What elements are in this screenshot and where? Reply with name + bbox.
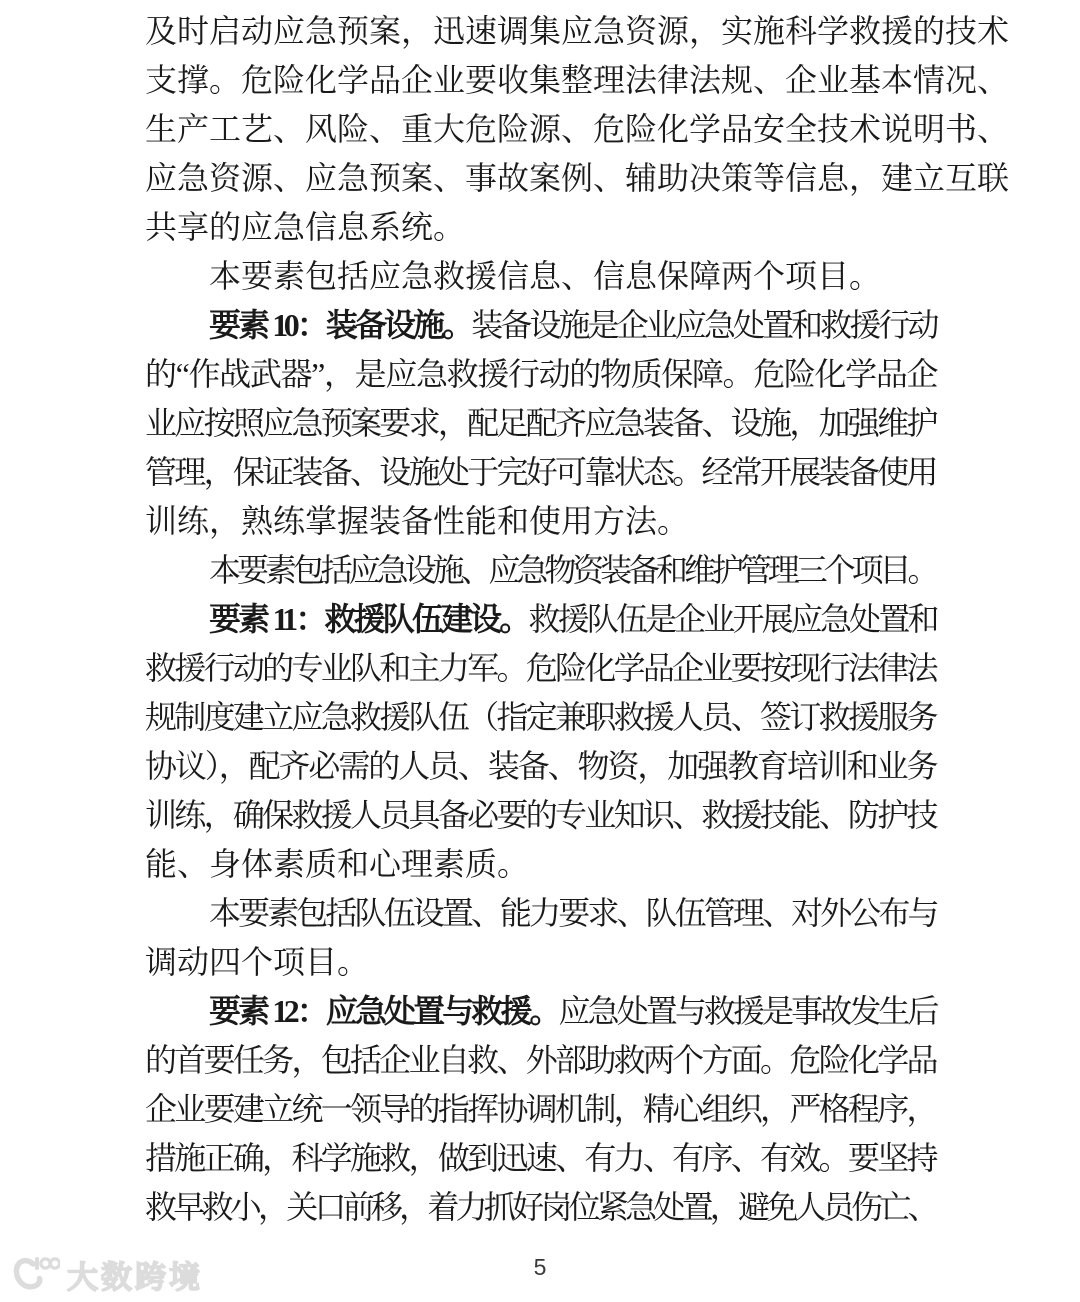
text-segment: 及时启动应急预案，迅速调集应急资源，实施科学救援的技术	[145, 13, 1010, 49]
text-segment: 规制度建立应急救援队伍（指定兼职救援人员、签订救援服务	[145, 699, 935, 735]
text-line	[145, 987, 935, 1036]
text-line	[145, 154, 1010, 203]
text-line	[145, 595, 935, 644]
text-segment: 企业要建立统一领导的指挥协调机制，精心组织，严格程序，	[145, 1091, 935, 1127]
text-line	[145, 791, 935, 840]
text-segment: 调动四个项目。	[145, 944, 370, 980]
text-line	[145, 105, 1010, 154]
text-line	[145, 1036, 935, 1085]
text-segment: 业应按照应急预案要求，配足配齐应急装备、设施，加强维护	[145, 405, 935, 441]
text-line	[145, 56, 1010, 105]
text-line	[145, 203, 935, 252]
text-line	[145, 742, 935, 791]
text-segment: 生产工艺、风险、重大危险源、危险化学品安全技术说明书、	[145, 111, 1010, 147]
page-number: 5	[533, 1254, 547, 1280]
text-line	[145, 1134, 935, 1183]
text-line	[145, 693, 935, 742]
watermark-text: 大数跨境	[67, 1260, 203, 1295]
text-line	[145, 350, 935, 399]
text-segment: 的首要任务，包括企业自救、外部助救两个方面。危险化学品	[145, 1042, 935, 1078]
text-line	[145, 889, 935, 938]
text-segment: 训练，确保救援人员具备必要的专业知识、救援技能、防护技	[145, 797, 935, 833]
text-line	[145, 497, 935, 546]
element-heading: 要素 11：救援队伍建设。	[209, 601, 529, 637]
text-segment: 措施正确，科学施救，做到迅速、有力、有序、有效。要坚持	[145, 1140, 935, 1176]
text-segment: 本要素包括队伍设置、能力要求、队伍管理、对外公布与	[209, 895, 935, 931]
text-segment: 训练，熟练掌握装备性能和使用方法。	[145, 503, 690, 539]
text-line	[145, 938, 935, 987]
element-heading: 要素 10：装备设施。	[209, 307, 472, 343]
text-line	[145, 546, 935, 595]
text-segment: 应急资源、应急预案、事故案例、辅助决策等信息，建立互联	[145, 160, 1010, 196]
text-segment: 协议），配齐必需的人员、装备、物资，加强教育培训和业务	[145, 748, 935, 784]
document-body-text	[145, 7, 1010, 1232]
text-segment: 应急处置与救援是事故发生后	[558, 993, 935, 1029]
text-line	[145, 644, 935, 693]
text-segment: 管理，保证装备、设施处于完好可靠状态。经常开展装备使用	[145, 454, 935, 490]
text-segment: 的“作战武器”，是应急救援行动的物质保障。危险化学品企	[145, 356, 935, 392]
text-line	[145, 7, 1010, 56]
text-segment: 救援队伍是企业开展应急处置和	[528, 601, 935, 637]
text-line	[145, 399, 935, 448]
text-segment: 救援行动的专业队和主力军。危险化学品企业要按现行法律法	[145, 650, 935, 686]
text-line	[145, 301, 935, 350]
text-segment: 能、身体素质和心理素质。	[145, 846, 530, 882]
text-segment: 共享的应急信息系统。	[145, 209, 466, 245]
text-segment: 本要素包括应急救援信息、信息保障两个项目。	[209, 258, 882, 294]
text-segment: 本要素包括应急设施、应急物资装备和维护管理三个项目。	[209, 552, 935, 588]
text-line	[145, 840, 935, 889]
text-line	[145, 1183, 935, 1232]
text-line	[145, 448, 935, 497]
text-segment: 救早救小，关口前移，着力抓好岗位紧急处置，避免人员伤亡、	[145, 1189, 935, 1225]
text-line	[145, 1085, 935, 1134]
text-segment: 支撑。危险化学品企业要收集整理法律法规、企业基本情况、	[145, 62, 1010, 98]
text-segment: 装备设施是企业应急处置和救援行动	[471, 307, 935, 343]
text-line	[145, 252, 935, 301]
element-heading: 要素 12：应急处置与救援。	[209, 993, 559, 1029]
